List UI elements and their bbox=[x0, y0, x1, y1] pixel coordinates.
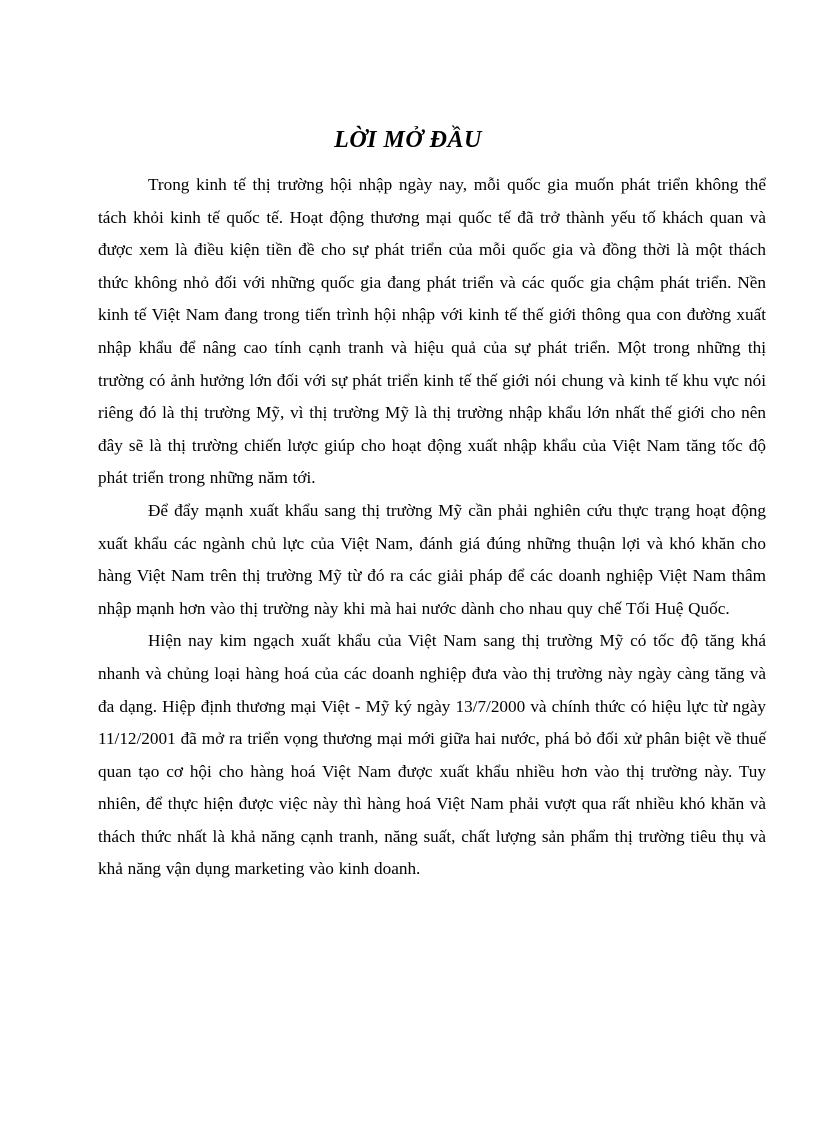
paragraph-3: Hiện nay kim ngạch xuất khẩu của Việt Nam sang thị trường Mỹ có tốc độ tăng khá nhanh và chủng loại hàng hoá của các doanh nghiệp đưa vào thị trường này ngày càng tăng và đa dạng. Hiệp định thương mại Việt - Mỹ ký ngày 13/7/2000 và chính thức có hiệu lực từ ngày 11/12/2001 đã mở ra triển vọng thương mại mới giữa hai nước, phá bỏ đối xử phân biệt về thuế quan tạo cơ hội cho hàng hoá Việt Nam được xuất khẩu nhiều hơn vào thị trường này. Tuy nhiên, để thực hiện được việc này thì hàng hoá Việt Nam phải vượt qua rất nhiều khó khăn và thách thức nhất là khả năng cạnh tranh, năng suất, chất lượng sản phẩm thị trường tiêu thụ và khả năng vận dụng marketing vào kinh doanh. bbox=[98, 631, 766, 879]
body-text bbox=[98, 169, 766, 886]
paragraph-1: Trong kinh tế thị trường hội nhập ngày nay, mỗi quốc gia muốn phát triển không thể tách khỏi kinh tế quốc tế. Hoạt động thương mại quốc tế đã trở thành yếu tố khách quan và được xem là điều kiện tiền đề cho sự phát triển của mỗi quốc gia và đồng thời là một thách thức không nhỏ đối với những quốc gia đang phát triển và các quốc gia chậm phát triển. Nền kinh tế Việt Nam đang trong tiến trình hội nhập với kinh tế thế giới thông qua con đường xuất nhập khẩu để nâng cao tính cạnh tranh và hiệu quả của sự phát triển. Một trong những thị trường có ảnh hưởng lớn đối với sự phát triển kinh tế thế giới nói chung và kinh tế khu vực nói riêng đó là thị trường Mỹ, vì thị trường Mỹ là thị trường nhập khẩu lớn nhất thế giới cho nên đây sẽ là thị trường chiến lược giúp cho hoạt động xuất nhập khẩu của Việt Nam tăng tốc độ phát triển trong những năm tới. bbox=[98, 175, 766, 488]
paragraph-2: Để đẩy mạnh xuất khẩu sang thị trường Mỹ cần phải nghiên cứu thực trạng hoạt động xuất khẩu các ngành chủ lực của Việt Nam, đánh giá đúng những thuận lợi và khó khăn cho hàng Việt Nam trên thị trường Mỹ từ đó ra các giải pháp để các doanh nghiệp Việt Nam thâm nhập mạnh hơn vào thị trường này khi mà hai nước dành cho nhau quy chế Tối Huệ Quốc. bbox=[98, 500, 766, 618]
page-title: LỜI MỞ ĐẦU bbox=[334, 127, 482, 153]
